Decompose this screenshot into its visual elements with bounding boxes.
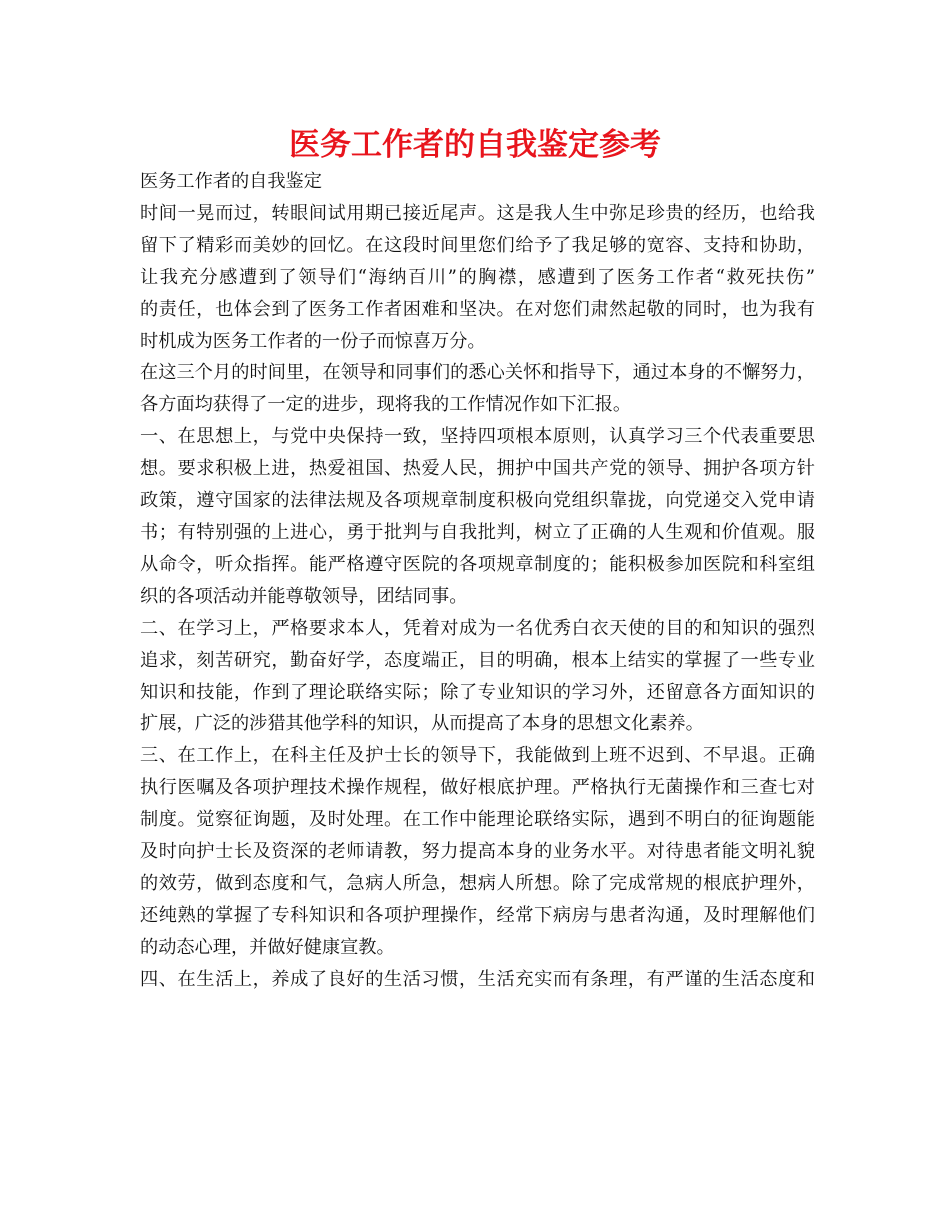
- paragraph-line: 时间一晃而过，转眼间试用期已接近尾声。这是我人生中弥足珍贵的经历，也给我: [140, 202, 815, 224]
- paragraph-line: 留下了精彩而美妙的回忆。在这段时间里您们给予了我足够的宽容、支持和协助，: [140, 234, 815, 256]
- paragraph-line: 在这三个月的时间里，在领导和同事们的悉心关怀和指导下，通过本身的不懈努力，: [140, 362, 815, 384]
- paragraph-line: 三、在工作上，在科主任及护士长的领导下，我能做到上班不迟到、不早退。正确: [140, 745, 815, 767]
- paragraph-line: 想。要求积极上进，热爱祖国、热爱人民，拥护中国共产党的领导、拥护各项方针: [140, 458, 815, 480]
- paragraph-line: 书；有特别强的上进心，勇于批判与自我批判，树立了正确的人生观和价值观。服: [140, 521, 815, 543]
- paragraph-line: 还纯熟的掌握了专科知识和各项护理操作，经常下病房与患者沟通，及时理解他们: [140, 904, 815, 926]
- subtitle-line: 医务工作者的自我鉴定: [140, 171, 322, 192]
- paragraph-line: 织的各项活动并能尊敬领导，团结同事。: [140, 585, 468, 607]
- paragraph-line: 的动态心理，并做好健康宣教。: [140, 936, 395, 958]
- paragraph-line: 二、在学习上，严格要求本人，凭着对成为一名优秀白衣天使的目的和知识的强烈: [140, 617, 815, 639]
- paragraph-line: 各方面均获得了一定的进步，现将我的工作情况作如下汇报。: [140, 394, 632, 416]
- paragraph-line: 追求，刻苦研究，勤奋好学，态度端正，目的明确，根本上结实的掌握了一些专业: [140, 649, 815, 671]
- paragraph-line: 制度。觉察征询题，及时处理。在工作中能理论联络实际，遇到不明白的征询题能: [140, 809, 815, 831]
- paragraph-line: 四、在生活上，养成了良好的生活习惯，生活充实而有条理，有严谨的生活态度和: [140, 968, 815, 990]
- paragraph-line: 及时向护士长及资深的老师请教，努力提高本身的业务水平。对待患者能文明礼貌: [140, 841, 815, 863]
- paragraph-line: 执行医嘱及各项护理技术操作规程，做好根底护理。严格执行无菌操作和三查七对: [140, 777, 815, 799]
- paragraph-line: 政策，遵守国家的法律法规及各项规章制度积极向党组织靠拢，向党递交入党申请: [140, 490, 815, 512]
- paragraph-line: 知识和技能，作到了理论联络实际；除了专业知识的学习外，还留意各方面知识的: [140, 681, 815, 703]
- paragraph-line: 一、在思想上，与党中央保持一致，坚持四项根本原则，认真学习三个代表重要思: [140, 426, 815, 448]
- document-body: [140, 166, 815, 996]
- document-title: 医务工作者的自我鉴定参考: [289, 127, 661, 163]
- paragraph-line: 时机成为医务工作者的一份子而惊喜万分。: [140, 330, 486, 352]
- paragraph-line: 的责任，也体会到了医务工作者困难和坚决。在对您们肃然起敬的同时，也为我有: [140, 298, 815, 320]
- paragraph-line: 让我充分感遭到了领导们“海纳百川”的胸襟，感遭到了医务工作者“救死扶伤”: [140, 266, 815, 288]
- paragraph-line: 从命令，听众指挥。能严格遵守医院的各项规章制度的；能积极参加医院和科室组: [140, 553, 815, 575]
- paragraph-line: 扩展，广泛的涉猎其他学科的知识，从而提高了本身的思想文化素养。: [140, 713, 704, 735]
- paragraph-line: 的效劳，做到态度和气，急病人所急，想病人所想。除了完成常规的根底护理外，: [140, 872, 815, 894]
